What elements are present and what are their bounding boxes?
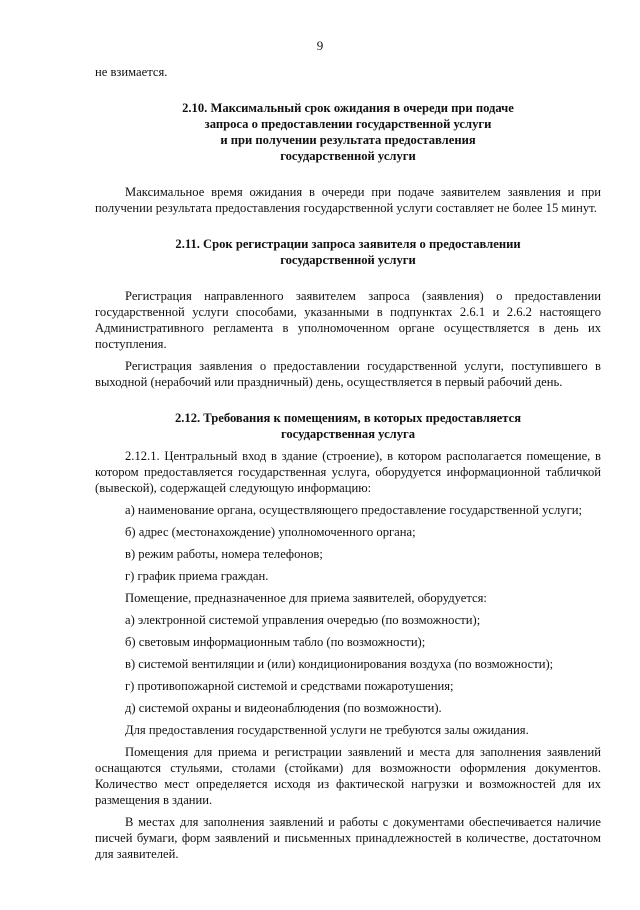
list-item: в) режим работы, номера телефонов; [125, 547, 323, 561]
heading-line: запроса о предоставлении государственной услуги [204, 117, 492, 131]
list-item: б) адрес (местонахождение) уполномоченного органа; [125, 525, 416, 539]
section-2-10-paragraph: Максимальное время ожидания в очереди при подаче заявителем заявления и при получении результата предоставления государственной услуги составляет не более 15 минут. [95, 185, 601, 215]
heading-line: 2.12. Требования к помещениям, в которых предоставляется [174, 411, 522, 425]
section-2-11-heading [95, 236, 601, 268]
list-item: г) график приема граждан. [125, 569, 269, 583]
heading-line: и при получении результата предоставления [220, 133, 476, 147]
list-item: б) световым информационным табло (по возможности); [125, 635, 426, 649]
section-2-12-heading [95, 410, 601, 442]
supplies-paragraph: В местах для заполнения заявлений и работы с документами обеспечивается наличие писчей бумаги, форм заявлений и письменных принадлежностей в количестве, достаточном для заявителей. [95, 815, 601, 861]
list-item: а) электронной системой управления очередью (по возможности); [125, 613, 481, 627]
list-item: в) системой вентиляции и (или) кондиционирования воздуха (по возможности); [125, 657, 554, 671]
section-2-12-intro: 2.12.1. Центральный вход в здание (строение), в котором располагается помещение, в котором предоставляется государственная услуга, оборудуется информационной табличкой (вывеской), содержащей следующую информацию: [95, 449, 601, 495]
list-item: а) наименование органа, осуществляющего предоставление государственной услуги; [125, 503, 582, 517]
heading-line: 2.10. Максимальный срок ожидания в очереди при подаче [182, 101, 514, 115]
heading-line: 2.11. Срок регистрации запроса заявителя о предоставлении [175, 237, 521, 251]
opening-line: не взимается. [95, 65, 168, 79]
heading-line: государственной услуги [280, 149, 416, 163]
heading-line: государственная услуга [280, 427, 416, 441]
section-2-11-paragraph: Регистрация направленного заявителем запроса (заявления) о предоставлении государственной услуги способами, указанными в подпунктах 2.6.1 и 2.6.2 настоящего Административного регламента в уполномоченном органе осуществляется в день их поступления. [95, 289, 601, 351]
section-2-10-heading [95, 100, 601, 164]
page-number: 9 [316, 38, 324, 53]
premises-intro: Помещение, предназначенное для приема заявителей, оборудуется: [125, 591, 487, 605]
document-body [95, 64, 601, 862]
heading-line: государственной услуги [280, 253, 416, 267]
section-2-11-paragraph: Регистрация заявления о предоставлении государственной услуги, поступившего в выходной (нерабочий или праздничный) день, осуществляется в первый рабочий день. [95, 359, 601, 389]
seating-paragraph: Помещения для приема и регистрации заявлений и места для заполнения заявлений оснащаются стульями, столами (стойками) для возможности оформления документов. Количество мест определяется исходя из фактической нагрузки и возможностей для их размещения в здании. [95, 745, 601, 807]
list-item: г) противопожарной системой и средствами пожаротушения; [125, 679, 454, 693]
waiting-note: Для предоставления государственной услуги не требуются залы ожидания. [125, 723, 529, 737]
list-item: д) системой охраны и видеонаблюдения (по возможности). [125, 701, 442, 715]
